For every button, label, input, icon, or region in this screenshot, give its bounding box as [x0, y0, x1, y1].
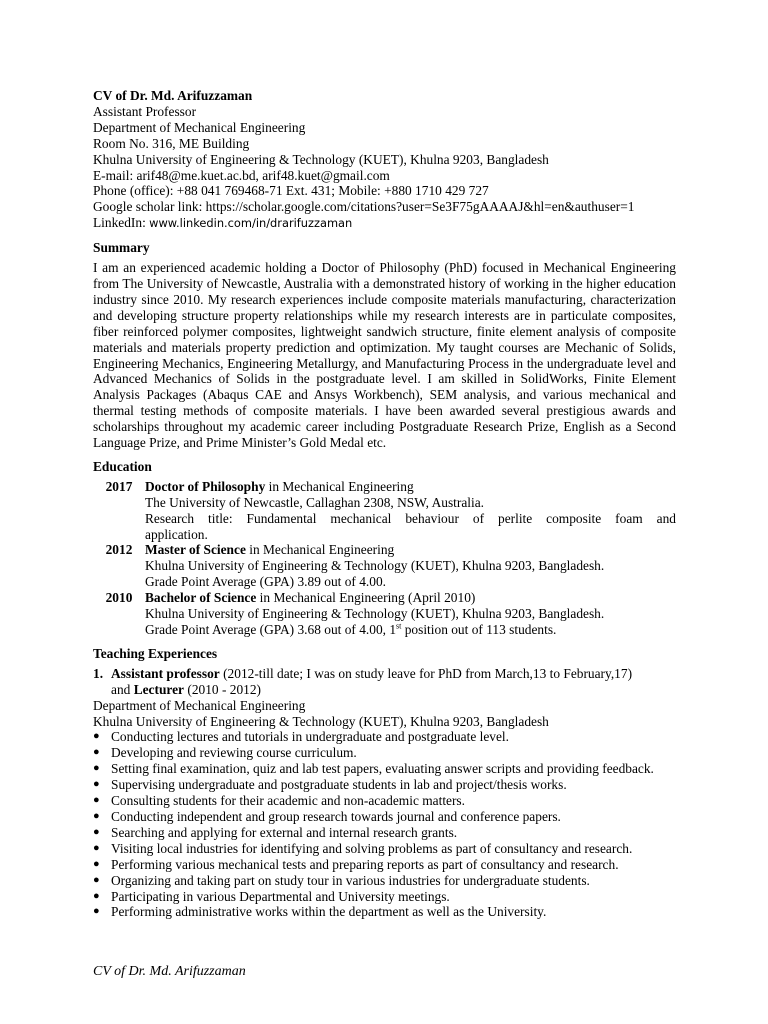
degree-field: in Mechanical Engineering: [245, 542, 395, 558]
teaching-role-line: [93, 666, 676, 698]
education-details: [145, 590, 676, 638]
role-line-2: [111, 682, 632, 698]
email-line: E-mail: arif48@me.kuet.ac.bd, arif48.kuet@gmail.com: [93, 167, 390, 183]
bullet-icon: ●: [93, 762, 100, 775]
bullet-icon: ●: [93, 841, 100, 854]
list-item: [93, 809, 676, 825]
list-item: [93, 777, 676, 793]
list-item: [93, 889, 676, 905]
gpa-text: Grade Point Average (GPA) 3.68 out of 4.00, 1: [145, 622, 397, 637]
list-item: [93, 745, 676, 761]
list-item-text: Participating in various Departmental and University meetings.: [111, 888, 450, 904]
bullet-icon: ●: [93, 857, 100, 870]
bullet-icon: ●: [93, 905, 100, 918]
list-item-text: Searching and applying for external and internal research grants.: [111, 824, 458, 840]
room-line: Room No. 316, ME Building: [93, 135, 250, 151]
list-item-text: Conducting lectures and tutorials in undergraduate and postgraduate level.: [111, 729, 510, 745]
role-lecturer-detail: (2010 - 2012): [184, 681, 261, 697]
page-footer: CV of Dr. Md. Arifuzzaman: [93, 964, 246, 979]
institution-line: Khulna University of Engineering & Technology (KUET), Khulna 9203, Bangladesh.: [145, 606, 605, 622]
education-list: [93, 479, 676, 638]
department-line: Department of Mechanical Engineering: [93, 119, 306, 135]
education-year: 2010: [105, 590, 133, 606]
degree-line: [145, 542, 676, 558]
summary-heading: Summary: [93, 240, 150, 256]
teaching-entry: [93, 666, 676, 921]
education-year: 2012: [105, 542, 133, 558]
teaching-entry-number: 1.: [93, 665, 104, 681]
teaching-duties-list: [93, 729, 676, 920]
degree-name: Master of Science: [145, 542, 246, 558]
linkedin-link[interactable]: www.linkedin.com/in/drarifuzzaman: [149, 216, 353, 231]
role-lecturer: Lecturer: [133, 681, 185, 697]
research-title-cont: application.: [145, 526, 208, 542]
list-item-text: Organizing and taking part on study tour in various industries for undergraduate students.: [111, 872, 590, 888]
education-details: [145, 542, 676, 590]
list-item: [93, 729, 676, 745]
list-item-text: Visiting local industries for identifying and solving problems as part of consultancy and research.: [111, 840, 633, 856]
institution-line: The University of Newcastle, Callaghan 2308, NSW, Australia.: [145, 494, 485, 510]
bullet-icon: ●: [93, 730, 100, 743]
list-item: [93, 793, 676, 809]
list-item: [93, 825, 676, 841]
list-item-text: Setting final examination, quiz and lab test papers, evaluating answer scripts and providing feedback.: [111, 761, 654, 777]
education-entry: [93, 590, 676, 638]
role-assistant-professor: Assistant professor: [111, 665, 220, 681]
bullet-icon: ●: [93, 746, 100, 759]
list-item: [93, 857, 676, 873]
bullet-icon: ●: [93, 889, 100, 902]
linkedin-line: [93, 215, 676, 232]
list-item-text: Performing various mechanical tests and preparing reports as part of consultancy and research.: [111, 856, 619, 872]
ordinal-suffix: st: [396, 621, 402, 631]
research-title: Research title: Fundamental mechanical behaviour of perlite composite foam and: [145, 510, 676, 526]
list-item: [93, 904, 676, 920]
phone-line: Phone (office): +88 041 769468-71 Ext. 431; Mobile: +880 1710 429 727: [93, 183, 489, 199]
institution-line: Khulna University of Engineering & Technology (KUET), Khulna 9203, Bangladesh.: [145, 558, 605, 574]
teaching-department: Department of Mechanical Engineering: [93, 697, 306, 713]
education-details: [145, 479, 676, 543]
degree-field: in Mechanical Engineering (April 2010): [256, 590, 476, 606]
cv-title: CV of Dr. Md. Arifuzzaman: [93, 88, 253, 103]
teaching-roles: [111, 666, 632, 698]
bullet-icon: ●: [93, 809, 100, 822]
teaching-university: Khulna University of Engineering & Technology (KUET), Khulna 9203, Bangladesh: [93, 713, 549, 729]
gpa-line: [145, 622, 676, 638]
university-line: Khulna University of Engineering & Technology (KUET), Khulna 9203, Bangladesh: [93, 151, 549, 167]
list-item-text: Conducting independent and group research towards journal and conference papers.: [111, 808, 561, 824]
bullet-icon: ●: [93, 778, 100, 791]
list-item-text: Developing and reviewing course curriculum.: [111, 745, 357, 761]
degree-line: [145, 479, 676, 495]
list-item: [93, 761, 676, 777]
role-and: and: [111, 681, 134, 697]
bullet-icon: ●: [93, 794, 100, 807]
list-item-text: Consulting students for their academic and non-academic matters.: [111, 793, 465, 809]
scholar-link-line[interactable]: Google scholar link: https://scholar.google.com/citations?user=Se3F75gAAAAJ&hl=en&authuser=1: [93, 199, 635, 215]
degree-name: Bachelor of Science: [145, 590, 257, 606]
role-assistant-professor-detail: (2012-till date; I was on study leave for PhD from March,13 to February,17): [219, 665, 633, 681]
cv-content: [93, 88, 676, 920]
education-entry: [93, 479, 676, 543]
list-item-text: Supervising undergraduate and postgraduate students in lab and project/thesis works.: [111, 777, 567, 793]
degree-field: in Mechanical Engineering: [265, 478, 414, 494]
list-item-text: Performing administrative works within the department as well as the University.: [111, 904, 547, 920]
degree-name: Doctor of Philosophy: [145, 478, 266, 494]
position-text: position out of 113 students.: [401, 622, 557, 637]
education-entry: [93, 542, 676, 590]
summary-paragraph: [93, 260, 676, 451]
gpa-line: Grade Point Average (GPA) 3.89 out of 4.00.: [145, 574, 386, 590]
list-item: [93, 841, 676, 857]
job-title: Assistant Professor: [93, 103, 197, 119]
degree-line: [145, 590, 676, 606]
bullet-icon: ●: [93, 873, 100, 886]
summary-text: I am an experienced academic holding a Doctor of Philosophy (PhD) focused in Mechanical Engineering from The University of Newcastle, Australia with a demonstrated history of working in the higher education industry since 2010. My research experiences include composite materials manufacturing, characterization and developing structure property relationships while my research interests are in particulate composites, fiber reinforced polymer composites, lightweight sandwich structure, finite element analysis of composite materials and materials property prediction and optimization. My taught courses are Mechanic of Solids, Engineering Mechanics, Engineering Metallurgy, and Manufacturing Process in the undergraduate level and Advanced Mechanics of Solids in the postgraduate level. I am skilled in SolidWorks, Finite Element Analysis Packages (Abaqus CAE and Ansys Workbench), SEM analysis, and various mechanical and thermal testing methods of composite materials. I have been awarded several prestigious awards and scholarships throughout my academic career including Postgraduate Research Prize, English as a Second Language Prize, and Prime Minister’s Gold Medal etc.: [93, 260, 676, 451]
teaching-heading: Teaching Experiences: [93, 645, 218, 661]
list-item: [93, 873, 676, 889]
education-year: 2017: [105, 478, 133, 494]
bullet-icon: ●: [93, 825, 100, 838]
education-heading: Education: [93, 458, 152, 474]
role-line-1: [111, 666, 632, 682]
linkedin-label: LinkedIn:: [93, 215, 150, 231]
